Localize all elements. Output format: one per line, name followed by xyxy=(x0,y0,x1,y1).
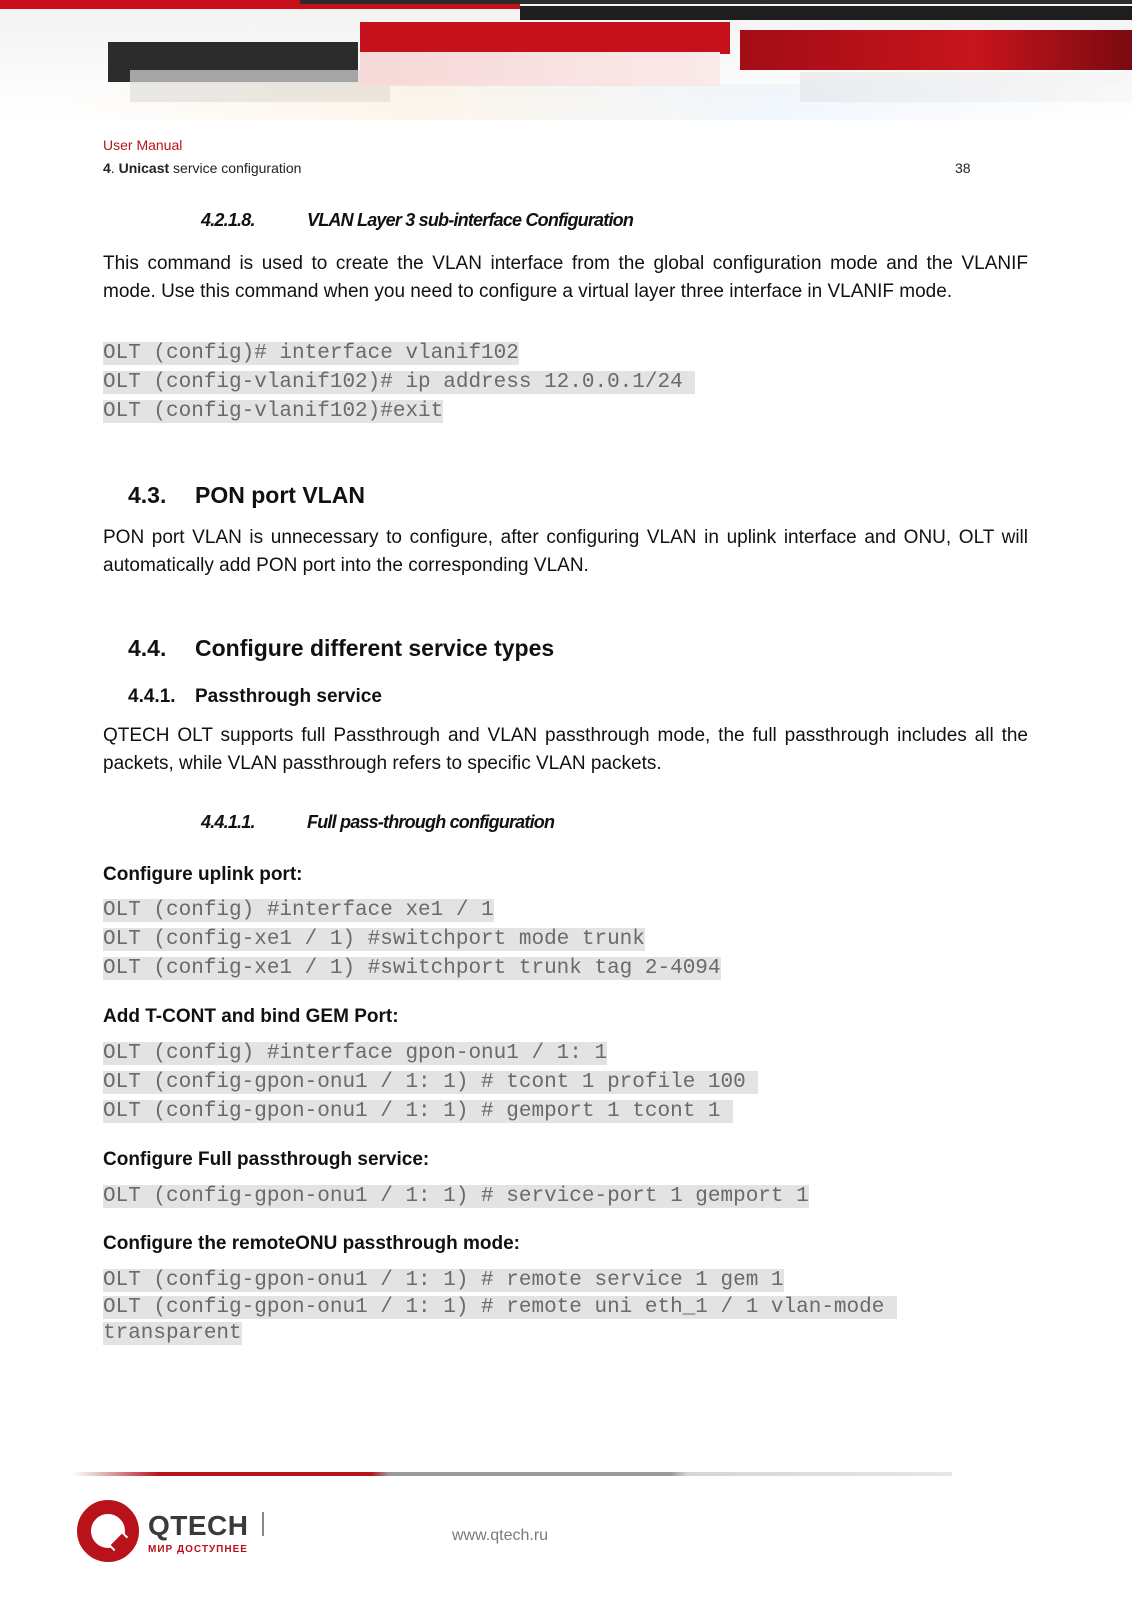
heading-number: 4.3. xyxy=(128,482,167,508)
chapter-heading: 4. Unicast service configuration xyxy=(103,160,302,176)
code-line: OLT (config-gpon-onu1 / 1: 1) # tcont 1 profile 100 xyxy=(103,1071,759,1094)
code-line: OLT (config-xe1 / 1) #switchport mode trunk xyxy=(103,928,645,951)
code-line: OLT (config-gpon-onu1 / 1: 1) # service-port 1 gemport 1 xyxy=(103,1185,809,1208)
heading-4-4-1 xyxy=(128,686,382,708)
code-block-vlanif xyxy=(103,339,695,426)
heading-4-3 xyxy=(128,482,365,509)
heading-title: PON port VLAN xyxy=(195,482,365,508)
label-full-passthrough: Configure Full passthrough service: xyxy=(103,1149,430,1170)
paragraph-pon-port: PON port VLAN is unnecessary to configure, after configuring VLAN in uplink interface and ONU, OLT will automatically add PON port into the corresponding VLAN. xyxy=(103,527,1028,576)
code-line: OLT (config-vlanif102)#exit xyxy=(103,400,444,423)
label-remote-onu: Configure the remoteONU passthrough mode: xyxy=(103,1233,520,1254)
heading-title: Full pass-through configuration xyxy=(307,812,555,832)
code-line: OLT (config-gpon-onu1 / 1: 1) # remote uni eth_1 / 1 vlan-mode xyxy=(103,1296,897,1319)
footer-divider xyxy=(72,1472,952,1476)
label-uplink-port: Configure uplink port: xyxy=(103,864,303,885)
code-line: OLT (config) #interface gpon-onu1 / 1: 1 xyxy=(103,1042,608,1065)
code-line: OLT (config) #interface xe1 / 1 xyxy=(103,899,494,922)
chapter-bold-word: Unicast xyxy=(118,160,170,176)
label-tcont: Add T-CONT and bind GEM Port: xyxy=(103,1006,399,1027)
heading-title: VLAN Layer 3 sub-interface Configuration xyxy=(307,210,634,230)
footer-url: www.qtech.ru xyxy=(452,1527,549,1544)
heading-number: 4.4.1. xyxy=(128,686,176,707)
brand-name: QTECH xyxy=(148,1510,249,1541)
code-block-tcont xyxy=(103,1039,758,1126)
brand-slogan: МИР ДОСТУПНЕЕ xyxy=(148,1544,248,1555)
heading-title: Passthrough service xyxy=(195,686,382,707)
qtech-logo-icon xyxy=(74,1497,142,1565)
code-line: transparent xyxy=(103,1322,242,1345)
header-banner xyxy=(0,0,1132,120)
code-line: OLT (config-xe1 / 1) #switchport trunk tag 2-4094 xyxy=(103,957,721,980)
paragraph-passthrough: QTECH OLT supports full Passthrough and VLAN passthrough mode, the full passthrough includes all the packets, while VLAN passthrough refers to specific VLAN packets. xyxy=(103,725,1028,774)
heading-4-4 xyxy=(128,635,555,662)
paragraph-vlanif: This command is used to create the VLAN interface from the global configuration mode and the VLANIF mode. Use this command when you need to configure a virtual layer three interface in VLANIF mode. xyxy=(103,253,1028,302)
page-number: 38 xyxy=(955,160,971,176)
document-label: User Manual xyxy=(103,137,183,153)
heading-number: 4.4.1.1. xyxy=(201,812,255,832)
heading-number: 4.2.1.8. xyxy=(201,210,255,230)
chapter-number: 4 xyxy=(103,160,111,176)
code-line: OLT (config-gpon-onu1 / 1: 1) # remote service 1 gem 1 xyxy=(103,1269,784,1292)
code-block-full-passthrough xyxy=(103,1182,809,1211)
code-block-uplink xyxy=(103,896,721,983)
chapter-rest: service configuration xyxy=(169,160,302,176)
code-line: OLT (config-gpon-onu1 / 1: 1) # gemport 1 tcont 1 xyxy=(103,1100,734,1123)
heading-number: 4.4. xyxy=(128,635,167,661)
heading-title: Configure different service types xyxy=(195,635,555,661)
code-line: OLT (config)# interface vlanif102 xyxy=(103,342,519,365)
code-block-remote-onu xyxy=(103,1266,897,1347)
code-line: OLT (config-vlanif102)# ip address 12.0.0.1/24 xyxy=(103,371,696,394)
footer-separator xyxy=(262,1512,264,1536)
